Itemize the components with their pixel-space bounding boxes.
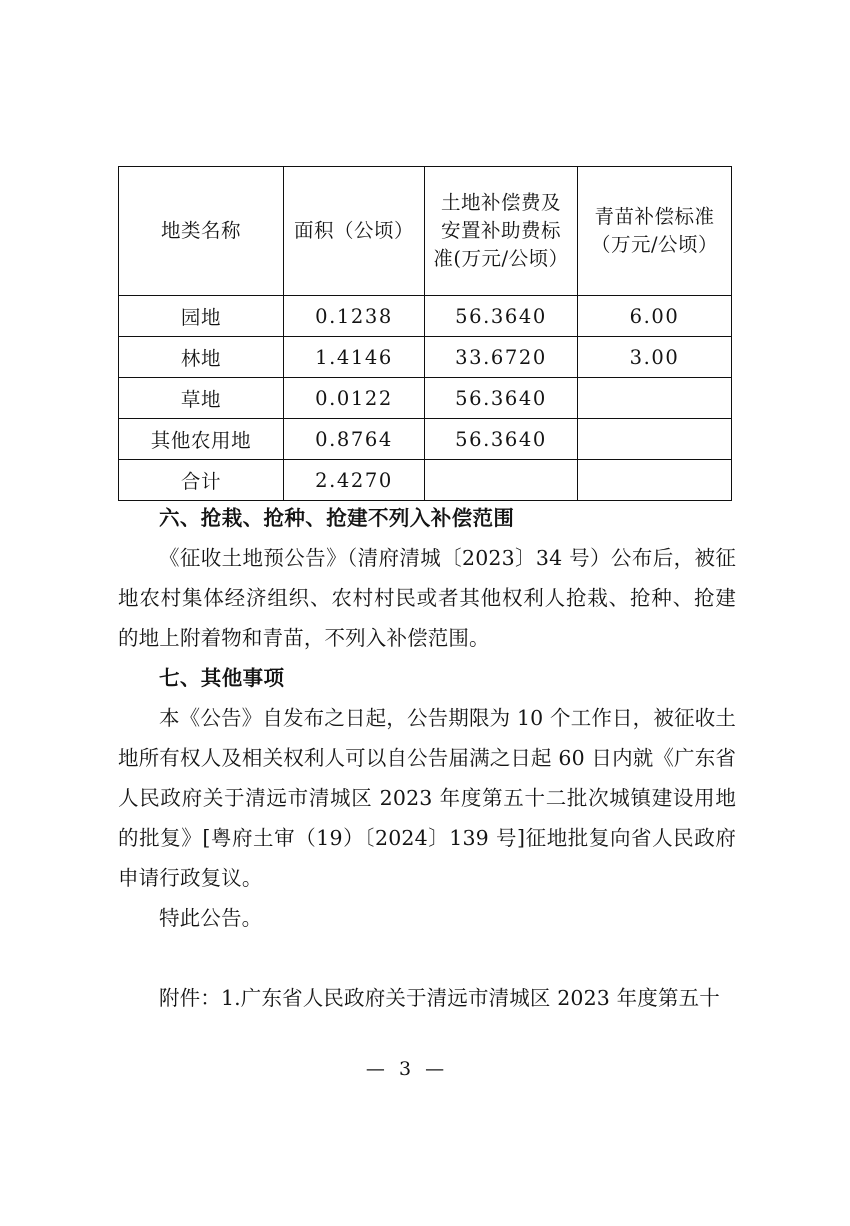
table-row — [119, 378, 732, 419]
cell-area: 0.0122 — [284, 378, 425, 419]
closing-statement: 特此公告。 — [159, 906, 263, 930]
column-header-land-compensation: 土地补偿费及 安置补助费标 准(万元/公顷） — [425, 167, 578, 296]
document-body — [118, 498, 736, 1018]
cell-land-compensation: 56.3640 — [425, 378, 578, 419]
section-six-paragraph: 《征收土地预公告》（清府清城〔2023〕34 号）公布后，被征地农村集体经济组织、农村村民或者其他权利人抢栽、抢种、抢建的地上附着物和青苗，不列入补偿范围。 — [118, 546, 736, 650]
table-row — [119, 419, 732, 460]
section-heading-seven: 七、其他事项 — [159, 666, 285, 690]
section-seven-paragraph: 本《公告》自发布之日起，公告期限为 10 个工作日，被征收土地所有权人及相关权利人可以自公告届满之日起 60 日内就《广东省人民政府关于清远市清城区 2023 年度第五十二批次城镇建设用地的批复》[粤府土审（19）〔2024〕139 号]征地批复向省人民政府申请行政复议。 — [118, 706, 736, 890]
cell-crop-compensation — [578, 460, 732, 501]
table-header-row — [119, 167, 732, 296]
cell-land-type: 草地 — [119, 378, 284, 419]
cell-area: 2.4270 — [284, 460, 425, 501]
cell-area: 0.8764 — [284, 419, 425, 460]
cell-crop-compensation: 3.00 — [578, 337, 732, 378]
table-body — [119, 296, 732, 501]
cell-land-type: 园地 — [119, 296, 284, 337]
table-row-total — [119, 460, 732, 501]
table-header — [119, 167, 732, 296]
cell-land-type: 其他农用地 — [119, 419, 284, 460]
cell-area: 1.4146 — [284, 337, 425, 378]
cell-land-compensation: 56.3640 — [425, 296, 578, 337]
table-row — [119, 337, 732, 378]
attachment-line: 附件：1.广东省人民政府关于清远市清城区 2023 年度第五十 — [159, 986, 720, 1010]
column-header-land-type: 地类名称 — [119, 167, 284, 296]
column-header-area: 面积（公顷） — [284, 167, 425, 296]
land-compensation-table — [118, 166, 732, 501]
cell-land-compensation: 56.3640 — [425, 419, 578, 460]
cell-area: 0.1238 — [284, 296, 425, 337]
section-heading-six: 六、抢栽、抢种、抢建不列入补偿范围 — [159, 506, 515, 530]
cell-land-type: 合计 — [119, 460, 284, 501]
cell-crop-compensation: 6.00 — [578, 296, 732, 337]
table-row — [119, 296, 732, 337]
cell-land-compensation: 33.6720 — [425, 337, 578, 378]
cell-crop-compensation — [578, 378, 732, 419]
page-footer — [0, 1058, 850, 1080]
column-header-crop-compensation: 青苗补偿标准 （万元/公顷） — [578, 167, 732, 296]
cell-crop-compensation — [578, 419, 732, 460]
cell-land-compensation — [425, 460, 578, 501]
cell-land-type: 林地 — [119, 337, 284, 378]
page-number: — 3 — — [365, 1058, 449, 1080]
paragraph-spacer — [118, 938, 736, 978]
